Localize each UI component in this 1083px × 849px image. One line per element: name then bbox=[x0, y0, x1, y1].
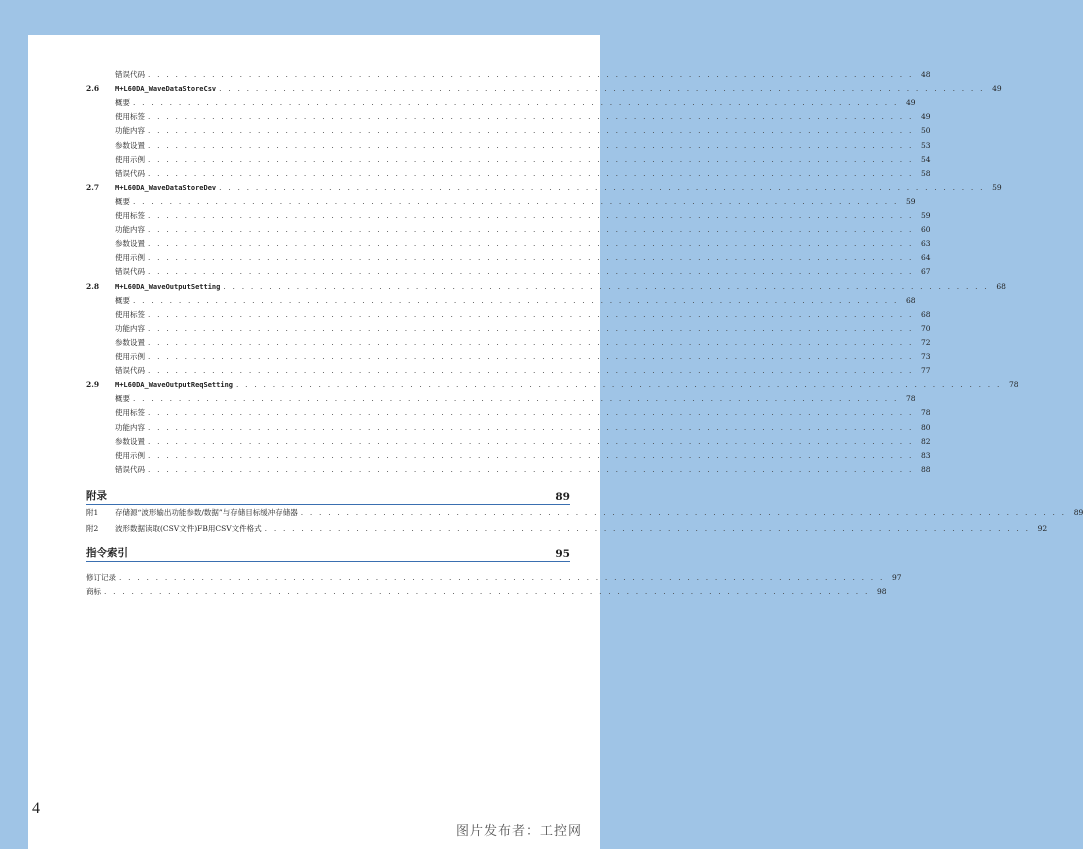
toc-leader-dots: . . . . . . . . . . . . . . . . . . . . . . . . . . . . . . . . . . . . . . . . . . . . . . . . . . . . . . . . . . . . . . . . . . . . . . . . . . . . . . . . . . . . bbox=[148, 140, 914, 150]
toc-leader-dots: . . . . . . . . . . . . . . . . . . . . . . . . . . . . . . . . . . . . . . . . . . . . . . . . . . . . . . . . . . . . . . . . . . . . . . . . . . . . . . . . . . . . bbox=[148, 154, 914, 164]
top-band bbox=[0, 0, 600, 35]
toc-entry-number: 2.8 bbox=[86, 281, 100, 291]
toc-entry-page: 82 bbox=[921, 436, 931, 446]
toc-entry-title: 使用示例 bbox=[115, 253, 145, 263]
toc-entry-title: 使用示例 bbox=[115, 154, 145, 164]
watermark: 图片发布者：工控网 bbox=[456, 824, 583, 839]
toc-leader-dots: . . . . . . . . . . . . . . . . . . . . . . . . . . . . . . . . . . . . . . . . . . . . . . . . . . . . . . . . . . . . . . . . . . . . . . . . . . . . . . . . . . . . bbox=[119, 573, 885, 582]
toc-entry-page: 80 bbox=[921, 422, 931, 432]
toc-leader-dots: . . . . . . . . . . . . . . . . . . . . . . . . . . . . . . . . . . . . . . . . . . . . . . . . . . . . . . . . . . . . . . . . . . . . . . . . . . . . . . . . . . . . bbox=[148, 253, 914, 263]
toc-leader-dots: . . . . . . . . . . . . . . . . . . . . . . . . . . . . . . . . . . . . . . . . . . . . . . . . . . . . . . . . . . . . . . . . . . . . . . . . . . . . . . . . . . . . bbox=[148, 450, 914, 460]
toc-entry-title: 功能内容 bbox=[115, 225, 145, 235]
appendix-heading[interactable] bbox=[86, 485, 570, 505]
toc-subentry[interactable] bbox=[86, 449, 931, 463]
toc-extra-entry[interactable] bbox=[86, 571, 902, 585]
toc-entry-title: 存储源“波形输出功能参数/数据”与存储目标缓冲存储器 bbox=[115, 508, 298, 517]
page-number: 4 bbox=[32, 800, 40, 817]
toc-subentry[interactable] bbox=[86, 209, 931, 223]
toc-entry-title: 错误代码 bbox=[115, 464, 145, 474]
toc-entry-page: 48 bbox=[921, 70, 931, 79]
document-page bbox=[28, 35, 1083, 849]
toc-entry-page: 58 bbox=[921, 168, 931, 178]
toc-entry-page: 78 bbox=[921, 408, 931, 418]
toc-entry-title: 参数设置 bbox=[115, 337, 145, 347]
toc-entry-title: 使用示例 bbox=[115, 352, 145, 361]
appendix-entry[interactable] bbox=[86, 522, 1048, 536]
toc-entry-number: 2.7 bbox=[86, 182, 100, 192]
toc-subentry[interactable] bbox=[86, 96, 916, 110]
toc-entry-title: M+L60DA_WaveOutputSetting bbox=[115, 282, 221, 291]
toc-leader-dots: . . . . . . . . . . . . . . . . . . . . . . . . . . . . . . . . . . . . . . . . . . . . . . . . . . . . . . . . . . . . . . . . . . . . . . . . . . . . . . . . . . . . bbox=[148, 112, 914, 122]
toc-leader-dots: . . . . . . . . . . . . . . . . . . . . . . . . . . . . . . . . . . . . . . . . . . . . . . . . . . . . . . . . . . . . . . . . . . . . . . . . . . . . . . . . . . . . bbox=[148, 126, 914, 136]
toc-leader-dots: . . . . . . . . . . . . . . . . . . . . . . . . . . . . . . . . . . . . . . . . . . . . . . . . . . . . . . . . . . . . . . . . . . . . . . . . . . . . . . . . . . . . bbox=[148, 309, 914, 319]
toc-leader-dots: . . . . . . . . . . . . . . . . . . . . . . . . . . . . . . . . . . . . . . . . . . . . . . . . . . . . . . . . . . . . . . . . . . . . . . . . . . . . . . . . . . . . bbox=[264, 523, 1031, 533]
toc-leader-dots: . . . . . . . . . . . . . . . . . . . . . . . . . . . . . . . . . . . . . . . . . . . . . . . . . . . . . . . . . . . . . . . . . . . . . . . . . . . . . . . . . . . . bbox=[236, 380, 1002, 390]
appendix-entry[interactable] bbox=[86, 506, 1083, 520]
toc-leader-dots: . . . . . . . . . . . . . . . . . . . . . . . . . . . . . . . . . . . . . . . . . . . . . . . . . . . . . . . . . . . . . . . . . . . . . . . . . . . . . . . . . . . . bbox=[133, 196, 899, 206]
toc-entry-page: 89 bbox=[1073, 508, 1083, 517]
toc-entry-page: 59 bbox=[921, 211, 931, 220]
heading-title: 附录 bbox=[86, 490, 107, 502]
toc-leader-dots: . . . . . . . . . . . . . . . . . . . . . . . . . . . . . . . . . . . . . . . . . . . . . . . . . . . . . . . . . . . . . . . . . . . . . . . . . . . . . . . . . . . . bbox=[148, 239, 914, 249]
toc-leader-dots: . . . . . . . . . . . . . . . . . . . . . . . . . . . . . . . . . . . . . . . . . . . . . . . . . . . . . . . . . . . . . . . . . . . . . . . . . . . . . . . . . . . . bbox=[133, 98, 899, 108]
toc-entry-title: 使用标签 bbox=[115, 408, 145, 418]
toc-subentry[interactable] bbox=[86, 68, 931, 82]
toc-leader-dots: . . . . . . . . . . . . . . . . . . . . . . . . . . . . . . . . . . . . . . . . . . . . . . . . . . . . . . . . . . . . . . . . . . . . . . . . . . . . . . . . . . . . bbox=[148, 408, 914, 418]
toc-entry-page: 97 bbox=[892, 573, 902, 582]
toc-entry-page: 70 bbox=[921, 323, 931, 333]
toc-entry-page: 60 bbox=[921, 225, 931, 235]
toc-subentry[interactable] bbox=[86, 110, 931, 124]
toc-subentry[interactable] bbox=[86, 392, 916, 406]
toc-entry-page: 98 bbox=[877, 587, 887, 596]
toc-entry-title: 功能内容 bbox=[115, 126, 145, 136]
toc-leader-dots: . . . . . . . . . . . . . . . . . . . . . . . . . . . . . . . . . . . . . . . . . . . . . . . . . . . . . . . . . . . . . . . . . . . . . . . . . . . . . . . . . . . . bbox=[223, 281, 989, 291]
toc-subentry[interactable] bbox=[86, 463, 931, 477]
toc-leader-dots: . . . . . . . . . . . . . . . . . . . . . . . . . . . . . . . . . . . . . . . . . . . . . . . . . . . . . . . . . . . . . . . . . . . . . . . . . . . . . . . . . . . . bbox=[148, 168, 914, 178]
toc-entry-title: 参数设置 bbox=[115, 436, 145, 446]
toc-entry-page: 78 bbox=[906, 394, 916, 404]
index-heading[interactable] bbox=[86, 542, 570, 562]
toc-subentry[interactable] bbox=[86, 167, 931, 181]
toc-leader-dots: . . . . . . . . . . . . . . . . . . . . . . . . . . . . . . . . . . . . . . . . . . . . . . . . . . . . . . . . . . . . . . . . . . . . . . . . . . . . . . . . . . . . bbox=[148, 70, 914, 79]
toc-leader-dots: . . . . . . . . . . . . . . . . . . . . . . . . . . . . . . . . . . . . . . . . . . . . . . . . . . . . . . . . . . . . . . . . . . . . . . . . . . . . . . . . . . . . bbox=[148, 211, 914, 220]
toc-entry-page: 78 bbox=[1009, 380, 1019, 390]
toc-entry-number: 2.6 bbox=[86, 84, 100, 94]
toc-entry-title: 概要 bbox=[115, 394, 130, 404]
toc-entry-title: 功能内容 bbox=[115, 422, 145, 432]
toc-entry-page: 49 bbox=[992, 84, 1002, 94]
toc-entry-number: 附2 bbox=[86, 523, 99, 533]
toc-entry-page: 72 bbox=[921, 337, 931, 347]
toc-entry-title: 概要 bbox=[115, 98, 130, 108]
toc-entry-title: 概要 bbox=[115, 295, 130, 305]
toc-entry-page: 68 bbox=[906, 295, 916, 305]
toc-entry-title: 使用标签 bbox=[115, 112, 145, 122]
toc-entry-title: 使用标签 bbox=[115, 211, 145, 220]
toc-subentry[interactable] bbox=[86, 153, 931, 167]
toc-leader-dots: . . . . . . . . . . . . . . . . . . . . . . . . . . . . . . . . . . . . . . . . . . . . . . . . . . . . . . . . . . . . . . . . . . . . . . . . . . . . . . . . . . . . bbox=[148, 337, 914, 347]
toc-leader-dots: . . . . . . . . . . . . . . . . . . . . . . . . . . . . . . . . . . . . . . . . . . . . . . . . . . . . . . . . . . . . . . . . . . . . . . . . . . . . . . . . . . . . bbox=[148, 464, 914, 474]
toc-entry-page: 67 bbox=[921, 267, 931, 277]
toc-entry-number: 附1 bbox=[86, 508, 99, 517]
toc-leader-dots: . . . . . . . . . . . . . . . . . . . . . . . . . . . . . . . . . . . . . . . . . . . . . . . . . . . . . . . . . . . . . . . . . . . . . . . . . . . . . . . . . . . . bbox=[219, 84, 985, 94]
toc-entry-page: 83 bbox=[921, 450, 931, 460]
toc-subentry[interactable] bbox=[86, 139, 931, 153]
toc-entry-title: 波形数据读取(CSV文件)FB用CSV文件格式 bbox=[115, 523, 262, 533]
toc-subentry[interactable] bbox=[86, 322, 931, 336]
toc-subentry[interactable] bbox=[86, 237, 931, 251]
toc-entry-page: 59 bbox=[906, 196, 916, 206]
toc-leader-dots: . . . . . . . . . . . . . . . . . . . . . . . . . . . . . . . . . . . . . . . . . . . . . . . . . . . . . . . . . . . . . . . . . . . . . . . . . . . . . . . . . . . . bbox=[148, 422, 914, 432]
toc-entry-title: 错误代码 bbox=[115, 366, 145, 376]
toc-entry-page: 63 bbox=[921, 239, 931, 249]
toc-leader-dots: . . . . . . . . . . . . . . . . . . . . . . . . . . . . . . . . . . . . . . . . . . . . . . . . . . . . . . . . . . . . . . . . . . . . . . . . . . . . . . . . . . . . bbox=[300, 508, 1067, 517]
toc-entry-title: 参数设置 bbox=[115, 239, 145, 249]
toc-leader-dots: . . . . . . . . . . . . . . . . . . . . . . . . . . . . . . . . . . . . . . . . . . . . . . . . . . . . . . . . . . . . . . . . . . . . . . . . . . . . . . . . . . . . bbox=[219, 182, 985, 192]
toc-section-entry[interactable] bbox=[86, 82, 1002, 96]
toc-entry-page: 68 bbox=[921, 309, 931, 319]
heading-page: 95 bbox=[555, 548, 570, 560]
toc-leader-dots: . . . . . . . . . . . . . . . . . . . . . . . . . . . . . . . . . . . . . . . . . . . . . . . . . . . . . . . . . . . . . . . . . . . . . . . . . . . . . . . . . . . . bbox=[148, 267, 914, 277]
toc-entry-title: 使用标签 bbox=[115, 309, 145, 319]
toc-entry-page: 54 bbox=[921, 154, 931, 164]
toc-subentry[interactable] bbox=[86, 294, 916, 308]
toc-entry-title: 错误代码 bbox=[115, 70, 145, 79]
toc-entry-title: 参数设置 bbox=[115, 140, 145, 150]
toc-leader-dots: . . . . . . . . . . . . . . . . . . . . . . . . . . . . . . . . . . . . . . . . . . . . . . . . . . . . . . . . . . . . . . . . . . . . . . . . . . . . . . . . . . . . bbox=[148, 436, 914, 446]
toc-entry-page: 53 bbox=[921, 140, 931, 150]
toc-entry-title: 功能内容 bbox=[115, 323, 145, 333]
toc-section-entry[interactable] bbox=[86, 280, 1006, 294]
toc-subentry[interactable] bbox=[86, 124, 931, 138]
toc-entry-page: 64 bbox=[921, 253, 931, 263]
toc-leader-dots: . . . . . . . . . . . . . . . . . . . . . . . . . . . . . . . . . . . . . . . . . . . . . . . . . . . . . . . . . . . . . . . . . . . . . . . . . . . . . . . . . . . . bbox=[148, 366, 914, 376]
toc-entry-page: 49 bbox=[906, 98, 916, 108]
toc-subentry[interactable] bbox=[86, 265, 931, 279]
toc-entry-title: 商标 bbox=[86, 587, 101, 596]
toc-subentry[interactable] bbox=[86, 350, 931, 364]
toc-leader-dots: . . . . . . . . . . . . . . . . . . . . . . . . . . . . . . . . . . . . . . . . . . . . . . . . . . . . . . . . . . . . . . . . . . . . . . . . . . . . . . . . . . . . bbox=[148, 225, 914, 235]
toc-entry-page: 50 bbox=[921, 126, 931, 136]
toc-subentry[interactable] bbox=[86, 364, 931, 378]
toc-entry-title: 修订记录 bbox=[86, 573, 116, 582]
toc-entry-page: 73 bbox=[921, 352, 931, 361]
toc-subentry[interactable] bbox=[86, 223, 931, 237]
toc-subentry[interactable] bbox=[86, 421, 931, 435]
toc-subentry[interactable] bbox=[86, 406, 931, 420]
toc-leader-dots: . . . . . . . . . . . . . . . . . . . . . . . . . . . . . . . . . . . . . . . . . . . . . . . . . . . . . . . . . . . . . . . . . . . . . . . . . . . . . . . . . . . . bbox=[133, 394, 899, 404]
toc-entry-page: 92 bbox=[1037, 523, 1048, 533]
toc-leader-dots: . . . . . . . . . . . . . . . . . . . . . . . . . . . . . . . . . . . . . . . . . . . . . . . . . . . . . . . . . . . . . . . . . . . . . . . . . . . . . . . . . . . . bbox=[133, 295, 899, 305]
heading-page: 89 bbox=[555, 491, 570, 503]
toc-subentry[interactable] bbox=[86, 195, 916, 209]
toc-entry-number: 2.9 bbox=[86, 380, 100, 390]
toc-subentry[interactable] bbox=[86, 251, 931, 265]
toc-section-entry[interactable] bbox=[86, 181, 1002, 195]
toc-entry-title: 使用示例 bbox=[115, 450, 145, 460]
toc-entry-page: 88 bbox=[921, 464, 931, 474]
toc-entry-page: 59 bbox=[992, 182, 1002, 192]
toc-entry-title: M+L60DA_WaveDataStoreCsv bbox=[115, 85, 217, 94]
toc-subentry[interactable] bbox=[86, 435, 931, 449]
toc-leader-dots: . . . . . . . . . . . . . . . . . . . . . . . . . . . . . . . . . . . . . . . . . . . . . . . . . . . . . . . . . . . . . . . . . . . . . . . . . . . . . . . . . . . . bbox=[148, 352, 914, 361]
toc-entry-title: 错误代码 bbox=[115, 267, 145, 277]
toc-entry-title: M+L60DA_WaveOutputReqSetting bbox=[115, 381, 234, 390]
toc-entry-page: 77 bbox=[921, 366, 931, 376]
toc-section-entry[interactable] bbox=[86, 378, 1019, 392]
toc-entry-page: 68 bbox=[996, 281, 1006, 291]
toc-leader-dots: . . . . . . . . . . . . . . . . . . . . . . . . . . . . . . . . . . . . . . . . . . . . . . . . . . . . . . . . . . . . . . . . . . . . . . . . . . . . . . . . . . . . bbox=[148, 323, 914, 333]
toc-entry-page: 49 bbox=[921, 112, 931, 122]
toc-subentry[interactable] bbox=[86, 308, 931, 322]
toc-entry-title: 概要 bbox=[115, 196, 130, 206]
heading-title: 指令索引 bbox=[86, 547, 128, 559]
toc-leader-dots: . . . . . . . . . . . . . . . . . . . . . . . . . . . . . . . . . . . . . . . . . . . . . . . . . . . . . . . . . . . . . . . . . . . . . . . . . . . . . . . . . . . . bbox=[104, 587, 870, 596]
left-band bbox=[0, 0, 28, 849]
toc-subentry[interactable] bbox=[86, 336, 931, 350]
toc-entry-title: M+L60DA_WaveDataStoreDev bbox=[115, 183, 217, 192]
toc-entry-title: 错误代码 bbox=[115, 168, 145, 178]
toc-extra-entry[interactable] bbox=[86, 585, 887, 599]
